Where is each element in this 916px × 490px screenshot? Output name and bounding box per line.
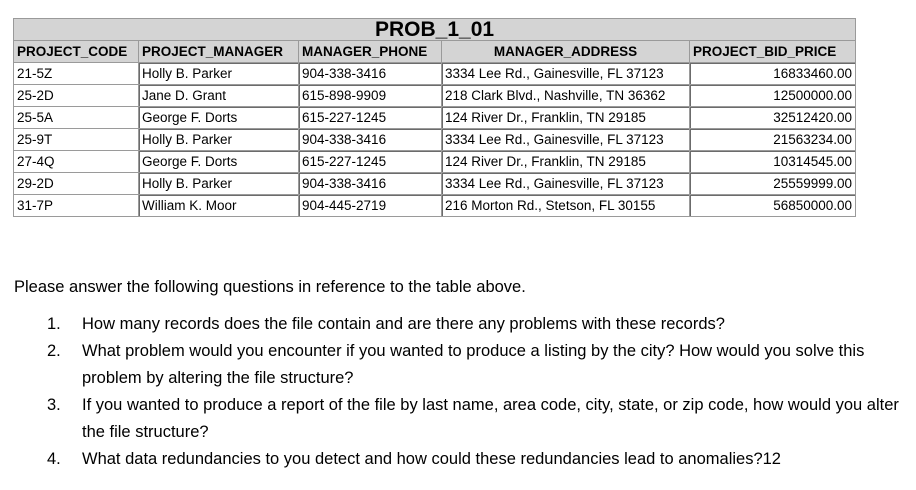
table-cell: 904-338-3416 <box>299 63 442 85</box>
table-cell: 615-227-1245 <box>299 107 442 129</box>
table-cell: Jane D. Grant <box>139 85 299 107</box>
table-cell: 904-445-2719 <box>299 195 442 217</box>
question-item <box>14 392 904 446</box>
questions-section <box>14 274 904 473</box>
table-cell: Holly B. Parker <box>139 173 299 195</box>
table-cell: George F. Dorts <box>139 151 299 173</box>
question-text: What problem would you encounter if you wanted to produce a listing by the city? How would you solve this problem by altering the file structure? <box>82 342 865 387</box>
table-cell: Holly B. Parker <box>139 63 299 85</box>
table-row <box>14 173 856 195</box>
table-row <box>14 85 856 107</box>
table-cell: 3334 Lee Rd., Gainesville, FL 37123 <box>442 129 690 151</box>
table-cell: 615-898-9909 <box>299 85 442 107</box>
table-row <box>14 151 856 173</box>
table-cell: 25-2D <box>14 85 139 107</box>
table-cell: 21-5Z <box>14 63 139 85</box>
table-cell: 904-338-3416 <box>299 129 442 151</box>
question-text: If you wanted to produce a report of the file by last name, area code, city, state, or zip code, how would you alter the file structure? <box>82 396 899 441</box>
table-cell: 12500000.00 <box>690 85 856 107</box>
column-header: PROJECT_MANAGER <box>139 41 299 63</box>
table-header-row <box>14 41 856 63</box>
questions-list <box>14 311 904 473</box>
table-cell: 25-5A <box>14 107 139 129</box>
question-item <box>14 311 904 338</box>
table-row <box>14 107 856 129</box>
table-cell: 3334 Lee Rd., Gainesville, FL 37123 <box>442 173 690 195</box>
questions-intro: Please answer the following questions in reference to the table above. <box>14 278 526 296</box>
question-item <box>14 338 904 392</box>
table-cell: William K. Moor <box>139 195 299 217</box>
question-text: How many records does the file contain and are there any problems with these records? <box>82 315 725 333</box>
question-item <box>14 446 904 473</box>
table-cell: 216 Morton Rd., Stetson, FL 30155 <box>442 195 690 217</box>
table-cell: 124 River Dr., Franklin, TN 29185 <box>442 107 690 129</box>
column-header: MANAGER_ADDRESS <box>442 41 690 63</box>
table-cell: 25-9T <box>14 129 139 151</box>
table-title: PROB_1_01 <box>14 19 856 41</box>
table-title-row <box>14 19 856 41</box>
table-cell: 904-338-3416 <box>299 173 442 195</box>
table-cell: 31-7P <box>14 195 139 217</box>
table-cell: Holly B. Parker <box>139 129 299 151</box>
table-cell: 3334 Lee Rd., Gainesville, FL 37123 <box>442 63 690 85</box>
table-container <box>13 18 855 217</box>
table-cell: 615-227-1245 <box>299 151 442 173</box>
table-cell: 124 River Dr., Franklin, TN 29185 <box>442 151 690 173</box>
question-number: 1. <box>47 315 61 333</box>
column-header: PROJECT_BID_PRICE <box>690 41 856 63</box>
question-number: 2. <box>47 342 61 360</box>
table-cell: 21563234.00 <box>690 129 856 151</box>
table-cell: 29-2D <box>14 173 139 195</box>
prob-table <box>13 18 856 217</box>
column-header: MANAGER_PHONE <box>299 41 442 63</box>
table-cell: 218 Clark Blvd., Nashville, TN 36362 <box>442 85 690 107</box>
table-cell: 10314545.00 <box>690 151 856 173</box>
table-row <box>14 129 856 151</box>
table-cell: 32512420.00 <box>690 107 856 129</box>
table-row <box>14 63 856 85</box>
question-number: 3. <box>47 396 61 414</box>
table-cell: 27-4Q <box>14 151 139 173</box>
table-cell: 56850000.00 <box>690 195 856 217</box>
column-header: PROJECT_CODE <box>14 41 139 63</box>
table-cell: George F. Dorts <box>139 107 299 129</box>
table-row <box>14 195 856 217</box>
table-cell: 16833460.00 <box>690 63 856 85</box>
table-cell: 25559999.00 <box>690 173 856 195</box>
question-number: 4. <box>47 450 61 468</box>
question-text: What data redundancies to you detect and how could these redundancies lead to anomalies?12 <box>82 450 781 468</box>
